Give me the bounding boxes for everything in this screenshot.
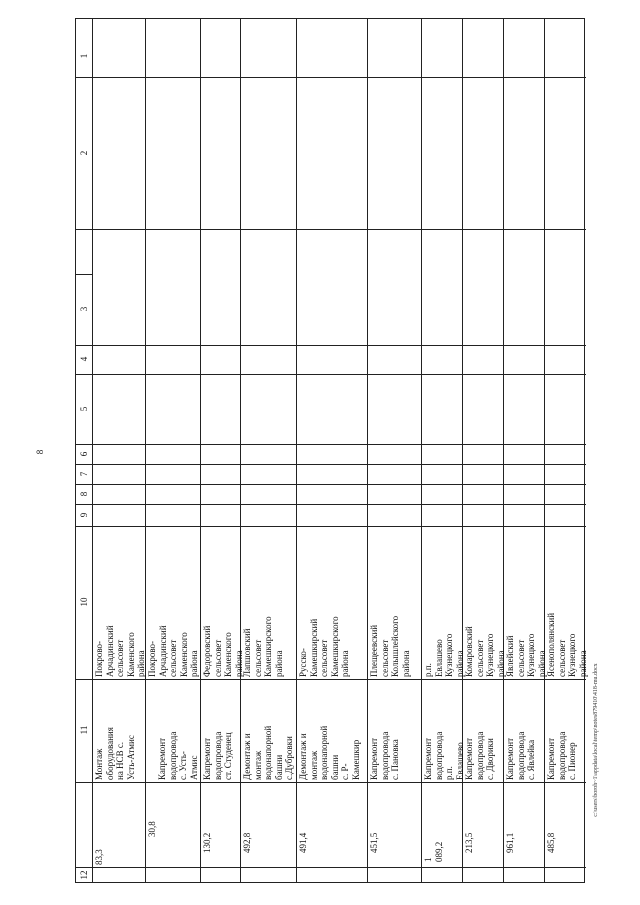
- table-cell-work: Капремонт водопровода ст. Студенец: [202, 731, 233, 780]
- table-cell-amount: 961,1: [505, 832, 515, 853]
- page-number: 8: [35, 449, 45, 455]
- column-header: 12: [79, 870, 89, 880]
- table-cell-amount: 213,5: [464, 832, 474, 853]
- table-col-divider: [76, 484, 586, 485]
- table-row-divider: [296, 19, 297, 882]
- table-col-divider: [76, 444, 586, 445]
- table-cell-municipality: Русско- Камешкирский сельсовет Камешкирского района: [298, 616, 350, 677]
- column-header: 6: [79, 451, 89, 457]
- column-header: 11: [79, 725, 89, 735]
- column-header: 10: [79, 597, 89, 607]
- table-cell-amount: 83,3: [94, 849, 104, 865]
- table-cell-amount: 451,5: [369, 832, 379, 853]
- table-cell-amount: 30,8: [147, 821, 157, 837]
- table-row-divider: [92, 19, 93, 882]
- table-cell-amount: 1 089,2: [423, 841, 444, 862]
- rotated-table: [75, 18, 588, 883]
- column-header: 4: [79, 356, 89, 362]
- table-row-divider: [367, 19, 368, 882]
- table-cell-work: Капремонт водопровода с. Дворики: [464, 731, 495, 780]
- table-row-divider: [240, 19, 241, 882]
- table-cell-municipality: Ясенополянский сельсовет Кузнецкого района: [546, 612, 588, 677]
- table-row-divider: [200, 19, 201, 882]
- table-row-divider: [503, 19, 504, 882]
- table-cell-amount: 485,8: [546, 832, 556, 853]
- column-header: 7: [79, 471, 89, 477]
- table-col-divider: [76, 345, 586, 346]
- table-row-divider: [145, 19, 146, 882]
- table-col-divider: [76, 464, 586, 465]
- table-col-divider: [76, 229, 586, 230]
- table-cell-municipality: Плещеевский сельсовет Колышлейского района: [369, 615, 411, 677]
- column-header: 5: [79, 406, 89, 412]
- table-cell-municipality: Явлейский сельсовет Кузнецкого района: [505, 633, 547, 677]
- table-col-divider: [76, 77, 586, 78]
- table-cell-work: Монтаж оборудования на НСВ с. Усть-Атмис: [94, 727, 136, 780]
- column-header: 3: [79, 306, 89, 312]
- table-cell-municipality: Комаровский сельсовет Кузнецкого района: [464, 626, 506, 677]
- table-col-divider: [76, 274, 92, 275]
- table-cell-municipality: Покрово- Арчадинский сельсовет Каменского района: [147, 625, 199, 677]
- table-cell-amount: 492,8: [242, 832, 252, 853]
- table-cell-amount: 491,4: [298, 832, 308, 853]
- table-col-divider: [76, 867, 586, 868]
- table-cell-municipality: Федоровский сельсовет Каменского района: [202, 625, 244, 677]
- column-header: 2: [79, 150, 89, 156]
- column-header: 9: [79, 512, 89, 518]
- table-col-divider: [76, 782, 586, 783]
- table-cell-municipality: р.п. Евлашево Кузнецкого района: [423, 633, 465, 677]
- table-col-divider: [76, 679, 586, 680]
- table-cell-work: Капремонт водопровода с. Усть-Атмис: [157, 731, 199, 780]
- table-cell-work: Капремонт водопровода с. Пионер: [546, 731, 577, 780]
- table-cell-work: Демонтаж и монтаж водонапорной башни с.Дубровки: [242, 725, 294, 780]
- column-header: 8: [79, 491, 89, 497]
- table-cell-municipality: Лапшовский сельсовет Камешкирского района: [242, 616, 284, 677]
- table-row-divider: [421, 19, 422, 882]
- column-header: 1: [79, 53, 89, 59]
- table-cell-amount: 130,2: [202, 832, 212, 853]
- table-col-divider: [76, 374, 586, 375]
- table-cell-work: Капремонт водопровода с. Пановка: [369, 731, 400, 780]
- table-cell-work: Демонтаж и монтаж водонапорной башни с. Р-Камешкир: [298, 725, 361, 780]
- table-col-divider: [76, 504, 586, 505]
- table-cell-work: Капремонт водопровода р.п. Евлашево: [423, 731, 465, 780]
- table-cell-municipality: Покрово- Арчадинский сельсовет Каменского района: [94, 625, 146, 677]
- table-cell-work: Капремонт водопровода с. Явлейка: [505, 731, 536, 780]
- file-path-footer: c:\users\boroh~1\appdata\local\temp\notes879410\418-mu.docx: [593, 663, 599, 817]
- table-col-divider: [76, 526, 586, 527]
- table-row-divider: [544, 19, 545, 882]
